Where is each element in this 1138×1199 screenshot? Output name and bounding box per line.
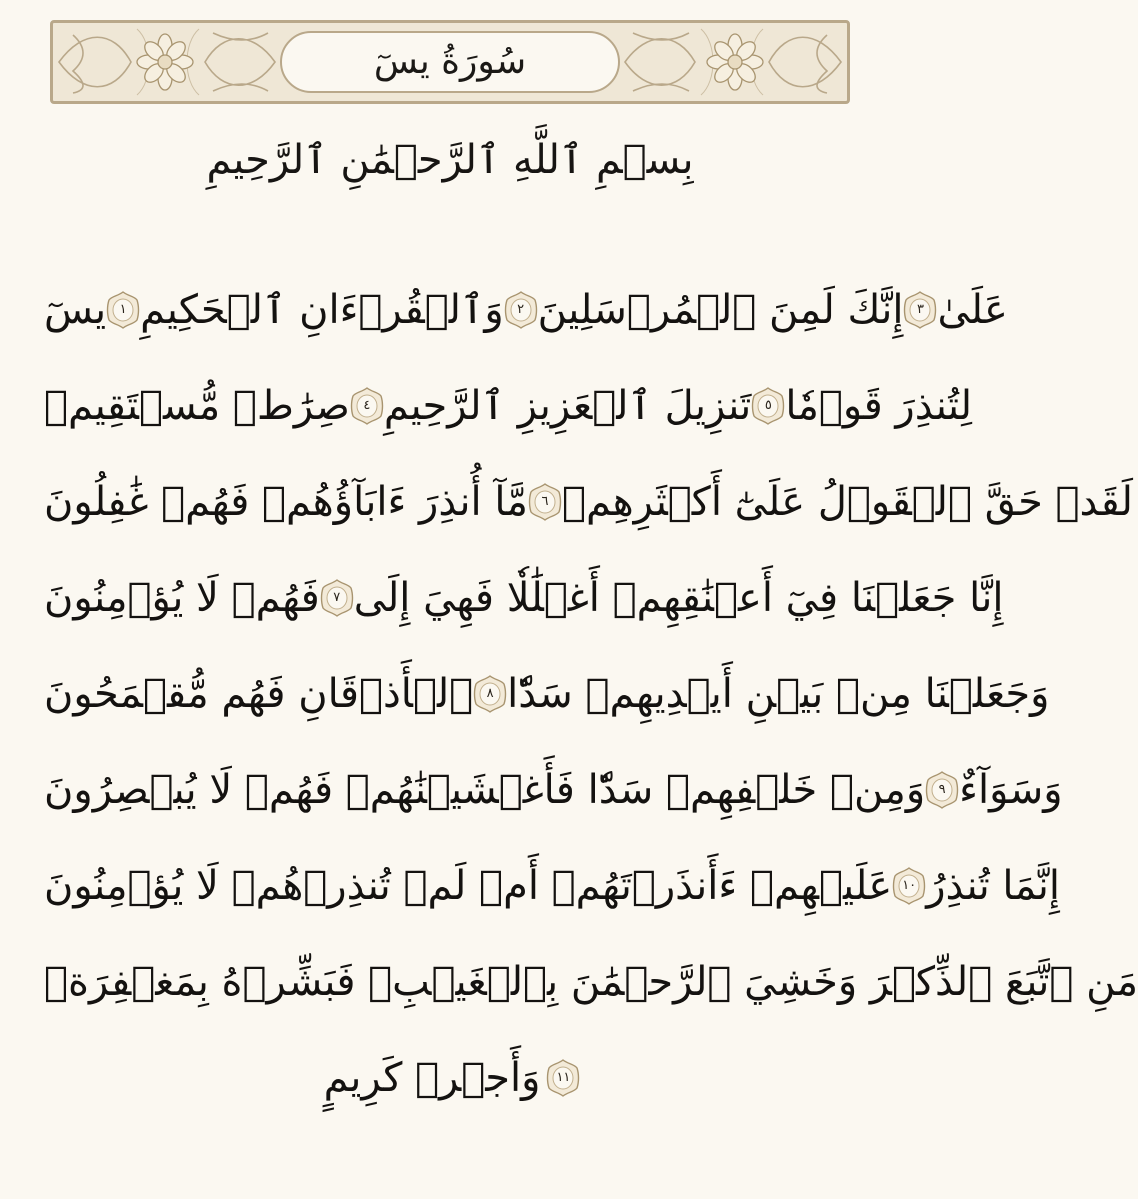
ayah-marker bbox=[320, 579, 354, 617]
verse-segment: إِنَّمَا تُنذِرُ bbox=[926, 863, 1060, 909]
verse-segment: عَلَيۡهِمۡ ءَأَنذَرۡتَهُمۡ أَمۡ لَمۡ تُنذِرۡهُمۡ لَا يُؤۡمِنُونَ bbox=[44, 863, 893, 909]
surah-name-cartouche bbox=[280, 31, 620, 93]
verse-segment: يسٓ bbox=[44, 287, 107, 333]
verse-line bbox=[44, 262, 1008, 358]
verse-line bbox=[44, 454, 1133, 550]
verse-segment: إِنَّكَ لَمِنَ ٱلۡمُرۡسَلِينَ bbox=[537, 287, 904, 333]
ayah-marker bbox=[892, 867, 926, 905]
ayah-number: ٤ bbox=[363, 398, 371, 413]
right-rosette-icon bbox=[705, 32, 765, 92]
ayah-number: ٥ bbox=[764, 398, 772, 413]
ayah-marker bbox=[504, 291, 538, 329]
verse-segment: صِرَٰطٖ مُّسۡتَقِيمٖ bbox=[44, 383, 350, 429]
verse-line bbox=[44, 742, 1063, 838]
basmala: بِسۡمِ ٱللَّهِ ٱلرَّحۡمَٰنِ ٱلرَّحِيمِ bbox=[206, 137, 694, 183]
ayah-marker bbox=[106, 291, 140, 329]
verse-line bbox=[44, 358, 973, 454]
verse-segment: فَهُمۡ لَا يُؤۡمِنُونَ bbox=[44, 575, 320, 621]
ayah-number: ٩ bbox=[938, 782, 946, 797]
verse-line bbox=[44, 550, 1004, 646]
ayah-marker bbox=[903, 291, 937, 329]
verse-line bbox=[44, 838, 1060, 934]
verse-segment: لِتُنذِرَ قَوۡمٗا bbox=[785, 383, 973, 429]
surah-title: سُورَةُ يسٓ bbox=[373, 41, 527, 82]
verse-segment: إِنَّا جَعَلۡنَا فِيٓ أَعۡنَٰقِهِمۡ أَغۡلَٰلٗا فَهِيَ إِلَى bbox=[353, 575, 1004, 621]
verse-line bbox=[44, 934, 1138, 1030]
verse-segment: وَسَوَآءٌ bbox=[959, 767, 1063, 813]
ayah-number: ١٠ bbox=[902, 878, 917, 893]
verse-segment: تَنزِيلَ ٱلۡعَزِيزِ ٱلرَّحِيمِ bbox=[383, 383, 752, 429]
verse-segment: ٱلۡأَذۡقَانِ فَهُم مُّقۡمَحُونَ bbox=[44, 671, 474, 717]
verse-segment: وَجَعَلۡنَا مِنۢ بَيۡنِ أَيۡدِيهِمۡ سَدّٗا bbox=[507, 671, 1050, 717]
ayah-marker bbox=[751, 387, 785, 425]
verse-segment: مَّآ أُنذِرَ ءَابَآؤُهُمۡ فَهُمۡ غَٰفِلُونَ bbox=[44, 479, 528, 525]
ayah-number: ١١ bbox=[556, 1070, 571, 1085]
surah-header-frame bbox=[50, 20, 850, 104]
verse-segment: مَنِ ٱتَّبَعَ ٱلذِّكۡرَ وَخَشِيَ ٱلرَّحۡمَٰنَ بِٱلۡغَيۡبِۖ فَبَشِّرۡهُ بِمَغۡفِرَةٖ bbox=[44, 959, 1138, 1005]
verse-line bbox=[44, 1030, 854, 1126]
ayah-marker bbox=[925, 771, 959, 809]
ayah-number: ٢ bbox=[517, 302, 525, 317]
verse-segment: عَلَىٰ bbox=[937, 287, 1008, 333]
verse-line bbox=[44, 646, 1050, 742]
verse-segment: وَٱلۡقُرۡءَانِ ٱلۡحَكِيمِ bbox=[140, 287, 504, 333]
ayah-marker bbox=[473, 675, 507, 713]
ayah-number: ٦ bbox=[541, 494, 549, 509]
verse-segment: لَقَدۡ حَقَّ ٱلۡقَوۡلُ عَلَىٰٓ أَكۡثَرِهِمۡ bbox=[561, 479, 1133, 525]
ayah-number: ٧ bbox=[333, 590, 341, 605]
ayah-number: ٨ bbox=[486, 686, 494, 701]
verse-text-block bbox=[44, 262, 1138, 1126]
ayah-marker bbox=[528, 483, 562, 521]
verse-segment: وَأَجۡرٖ كَرِيمٍ bbox=[323, 1055, 541, 1101]
ayah-marker bbox=[350, 387, 384, 425]
verse-segment: وَمِنۡ خَلۡفِهِمۡ سَدّٗا فَأَغۡشَيۡنَٰهُمۡ فَهُمۡ لَا يُبۡصِرُونَ bbox=[44, 767, 926, 813]
ayah-number: ١ bbox=[119, 302, 127, 317]
ayah-number: ٣ bbox=[916, 302, 924, 317]
left-rosette-icon bbox=[135, 32, 195, 92]
ayah-marker bbox=[546, 1059, 580, 1097]
